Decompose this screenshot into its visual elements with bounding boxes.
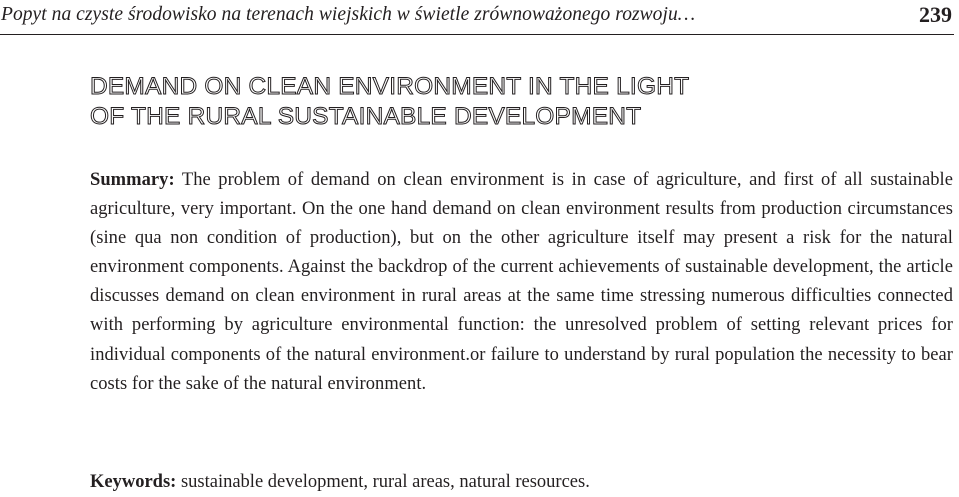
article-title-line-2: OF THE RURAL SUSTAINABLE DEVELOPMENT: [90, 103, 642, 130]
article-title-line-1: DEMAND ON CLEAN ENVIRONMENT IN THE LIGHT: [90, 73, 690, 100]
summary-paragraph: [90, 166, 953, 399]
article-title: [90, 72, 870, 132]
running-header: [0, 0, 954, 35]
keywords-line: [90, 468, 953, 497]
keywords-text: sustainable development, rural areas, natural resources.: [180, 472, 590, 492]
summary-label: Summary:: [90, 170, 175, 190]
page-number: 239: [919, 2, 952, 27]
summary-text: The problem of demand on clean environment is in case of agriculture, and first of all sustainable agriculture, very important. On the one hand demand on clean environment results from production circumstances (sine qua non condition of production), but on the other agriculture itself may present a risk for the natural environment components. Against the backdrop of the current achievements of sustainable development, the article discusses demand on clean environment in rural areas at the same time stressing numerous difficulties connected with performing by agriculture environmental function: the unresolved problem of setting relevant prices for individual components of the natural environment.or failure to understand by rural population the necessity to bear costs for the sake of the natural environment.: [90, 170, 953, 394]
keywords-label: Keywords:: [90, 472, 177, 492]
running-title: Popyt na czyste środowisko na terenach wiejskich w świetle zrównoważonego rozwoju…: [1, 4, 696, 25]
